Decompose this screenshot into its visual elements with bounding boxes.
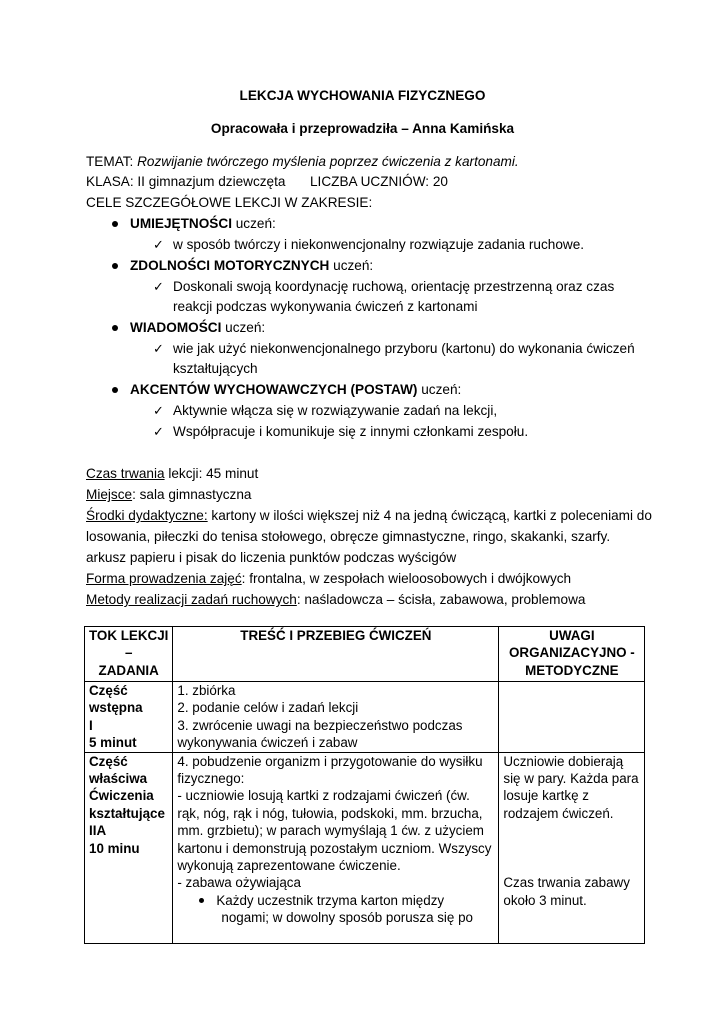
topic-line (86, 153, 519, 170)
checkmark-icon: ✓ (153, 424, 164, 439)
notes-cell (499, 682, 645, 753)
bullet-icon (112, 325, 118, 331)
goal-suffix: uczeń: (421, 382, 462, 397)
goal-item: w sposób twórczy i niekonwencjonalny rozwiązuje zadania ruchowe. (173, 237, 585, 252)
table-row (85, 682, 645, 753)
goal-heading-attitudes (130, 381, 461, 398)
students-count: LICZBA UCZNIÓW: 20 (310, 174, 448, 189)
goal-heading-skills (130, 215, 276, 232)
goal-suffix: uczeń: (235, 216, 276, 231)
goal-suffix: uczeń: (333, 258, 374, 273)
content-cell: 1. zbiórka 2. podanie celów i zadań lekcji 3. zwrócenie uwagi na bezpieczeństwo podczas wykonywania ćwiczeń i zabaw (173, 682, 499, 753)
duration-value: lekcji: 45 minut (164, 466, 259, 481)
goal-label: UMIEJĘTNOŚCI (130, 216, 232, 231)
topic-label: TEMAT: (86, 154, 134, 169)
goals-heading: CELE SZCZEGÓŁOWE LEKCJI W ZAKRESIE: (86, 195, 373, 210)
header-stage: TOK LEKCJI – ZADANIA (85, 627, 173, 682)
goal-suffix: uczeń: (225, 320, 266, 335)
lesson-table (84, 626, 645, 944)
goal-heading-knowledge (130, 319, 265, 336)
header-content: TREŚĆ I PRZEBIEG ĆWICZEŃ (173, 627, 499, 682)
author-line: Opracowała i przeprowadziła – Anna Kamińska (210, 121, 515, 136)
materials-line-3: arkusz papieru i pisak do liczenia punktów podczas wyścigów (86, 550, 457, 565)
duration-line (86, 465, 258, 482)
goal-label: ZDOLNOŚCI MOTORYCZNYCH (130, 258, 330, 273)
goal-label: WIADOMOŚCI (130, 320, 222, 335)
bullet-icon (112, 263, 118, 269)
materials-label: Środki dydaktyczne: (86, 508, 208, 523)
stage-cell: Część wstępna I 5 minut (85, 682, 173, 753)
goal-item: wie jak użyć niekonwencjonalnego przyboru (kartonu) do wykonania ćwiczeń (173, 341, 635, 356)
duration-label: Czas trwania (86, 466, 165, 481)
goal-item-continued: reakcji podczas wykonywania ćwiczeń z kartonami (173, 299, 478, 314)
materials-line (86, 507, 652, 524)
place-value: : sala gimnastyczna (132, 487, 252, 502)
table-row (85, 752, 645, 943)
materials-line-2: losowania, piłeczki do tenisa stołowego, obręcze gimnastyczne, ringo, skakanki, szarfy. (86, 529, 611, 544)
notes-cell: Uczniowie dobierają się w pary. Każda para losuje kartkę z rodzajem ćwiczeń. Czas trwania zabawy około 3 minut. (499, 752, 645, 943)
bullet-icon (199, 898, 204, 903)
form-line (86, 570, 571, 587)
goal-label: AKCENTÓW WYCHOWAWCZYCH (POSTAW) (130, 382, 418, 397)
goal-item: Aktywnie włącza się w rozwiązywanie zadań na lekcji, (173, 403, 498, 418)
class-line: KLASA: II gimnazjum dziewczęta (86, 174, 286, 189)
goal-item-continued: kształtujących (173, 361, 258, 376)
methods-value: : naśladowcza – ścisła, zabawowa, problemowa (296, 592, 586, 607)
bullet-icon (112, 221, 118, 227)
form-value: : frontalna, w zespołach wieloosobowych i dwójkowych (241, 571, 572, 586)
header-notes: UWAGI ORGANIZACYJNO - METODYCZNE (499, 627, 645, 682)
stage-cell: Część właściwa Ćwiczenia kształtujące IIA 10 minu (85, 752, 173, 943)
topic-value: Rozwijanie twórczego myślenia poprzez ćwiczenia z kartonami. (137, 154, 519, 169)
table-header-row (85, 627, 645, 682)
goal-heading-motor (130, 257, 373, 274)
checkmark-icon: ✓ (153, 403, 164, 418)
form-label: Forma prowadzenia zajęć (86, 571, 242, 586)
checkmark-icon: ✓ (153, 237, 164, 252)
checkmark-icon: ✓ (153, 341, 164, 356)
checkmark-icon: ✓ (153, 279, 164, 294)
materials-value: kartony w ilości większej niż 4 na jedną ćwiczącą, kartki z poleceniami do (207, 508, 652, 523)
bullet-icon (112, 387, 118, 393)
methods-line (86, 591, 585, 608)
goal-item: Doskonali swoją koordynację ruchową, orientację przestrzenną oraz czas (173, 279, 615, 294)
document-title: LEKCJA WYCHOWANIA FIZYCZNEGO (239, 88, 486, 103)
place-line (86, 486, 251, 503)
content-bullet-item: Każdy uczestnik trzyma karton między (177, 892, 494, 909)
place-label: Miejsce (86, 487, 133, 502)
methods-label: Metody realizacji zadań ruchowych (86, 592, 297, 607)
goal-item: Współpracuje i komunikuje się z innymi członkami zespołu. (173, 424, 529, 439)
content-cell: 4. pobudzenie organizm i przygotowanie do wysiłku fizycznego: - uczniowie losują kartki z rodzajami ćwiczeń (ćw. rąk, nóg, rąk i nóg, tułowia, podskoki, mm. brzucha, mm. grzbietu); w parach wymyślają 1 ćw. z użyciem kartonu i demonstrują pozostałym uczniom. Wszyscy wykonują zaprezentowane ćwiczenie. - zabawa ożywiająca Każdy uczestnik trzyma karton między nogami; w dowolny sposób porusza się po (173, 752, 499, 943)
